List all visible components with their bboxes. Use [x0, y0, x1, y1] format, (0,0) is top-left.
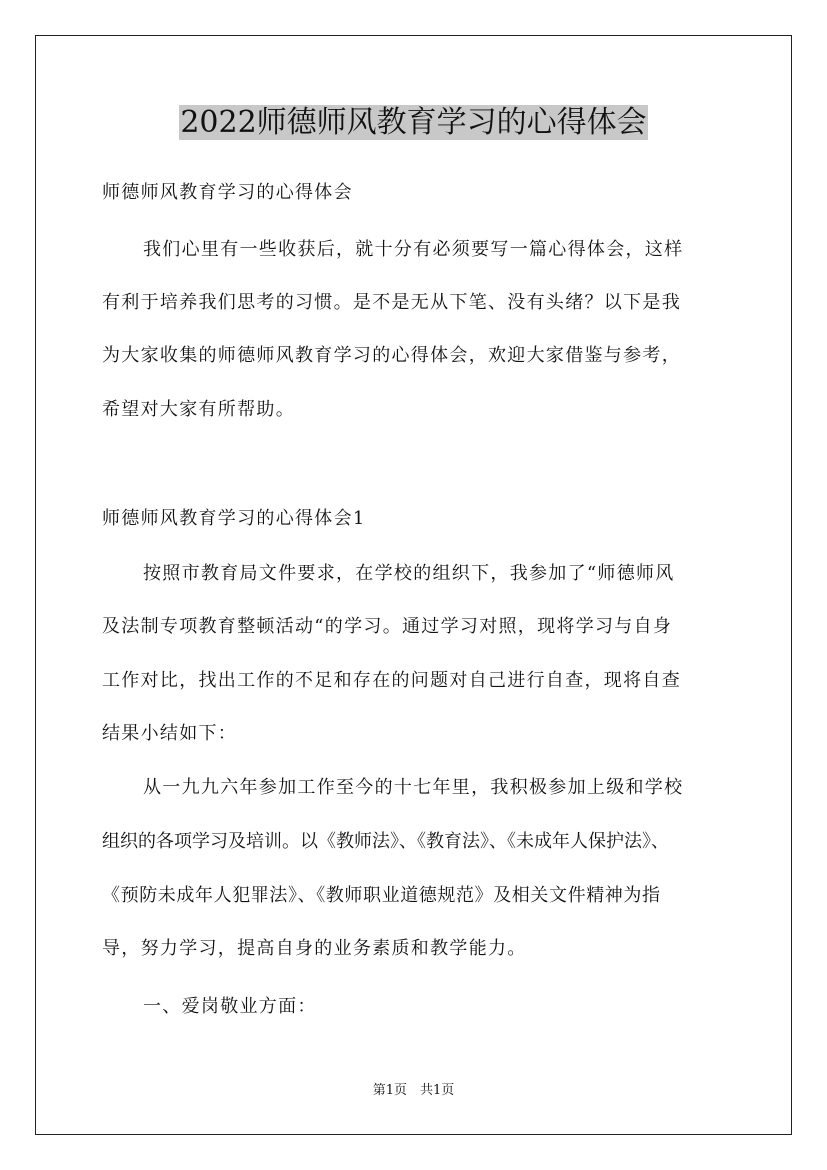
paragraph-line: 及法制专项教育整顿活动“的学习。通过学习对照，现将学习与自身 [102, 616, 673, 637]
paragraph-line: 有利于培养我们思考的习惯。是不是无从下笔、没有头绪？以下是我 [102, 292, 681, 313]
paragraph-line: 组织的各项学习及培训。以《教师法》、《教育法》、《未成年人保护法》、 [102, 831, 669, 852]
paragraph-line: 结果小结如下： [102, 723, 238, 744]
paragraph-line: 我们心里有一些收获后，就十分有必须要写一篇心得体会，这样 [143, 239, 684, 260]
paragraph-line: 《预防未成年人犯罪法》、《教师职业道德规范》及相关文件精神为指 [102, 885, 661, 906]
section-subheading: 一、爱岗敬业方面： [143, 996, 317, 1017]
document-title-text: 2022师德师风教育学习的心得体会 [180, 105, 647, 140]
section-heading: 师德师风教育学习的心得体会 [102, 182, 353, 203]
paragraph-line: 工作对比，找出工作的不足和存在的问题对自己进行自查，现将自查 [102, 670, 681, 691]
document-title [0, 101, 827, 145]
paragraph-line: 为大家收集的师德师风教育学习的心得体会，欢迎大家借鉴与参考， [102, 345, 681, 366]
paragraph-line: 按照市教育局文件要求，在学校的组织下，我参加了“师德师风 [143, 563, 675, 584]
paragraph-line: 导，努力学习，提高自身的业务素质和教学能力。 [102, 938, 527, 959]
section-heading: 师德师风教育学习的心得体会1 [102, 508, 366, 529]
paragraph-line: 从一九九六年参加工作至今的十七年里，我积极参加上级和学校 [143, 777, 684, 798]
page-footer: 第1页 共1页 [372, 1083, 455, 1098]
paragraph-line: 希望对大家有所帮助。 [102, 399, 295, 420]
